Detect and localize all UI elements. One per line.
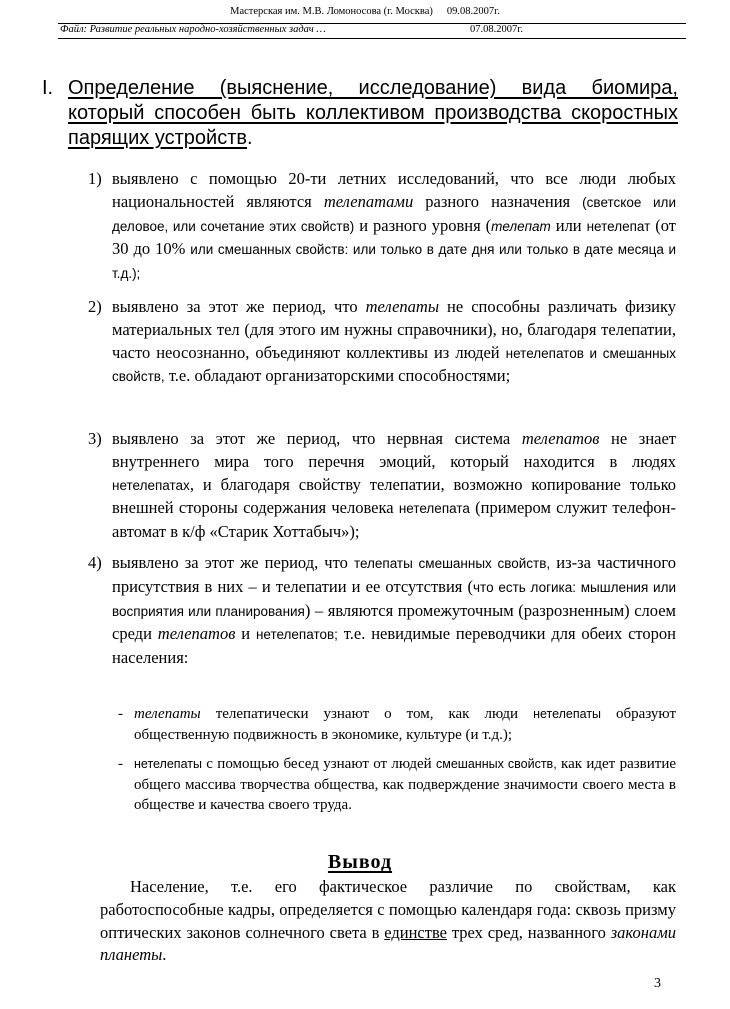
item-italic: телепаты [365,297,439,316]
page-number: 3 [654,976,661,991]
item-italic: телепат [491,218,551,234]
item-italic: телепатов [157,624,236,644]
item-small: нетелепат [586,218,651,234]
header-org: Мастерская им. М.В. Ломоносова (г. Москва) [230,6,433,17]
bullet-dash: - [118,706,123,722]
conclusion-text: Население, т.е. его фактическое различие по свойствам, как работоспособные кадры, определяется с помощью календаря года: сквозь призму оптических законов солнечного света в [100,877,676,942]
conclusion-title: Вывод [327,851,393,873]
header-line-1 [0,6,730,17]
item-small: (светское или деловое, или сочетание этих свойств) [112,194,676,234]
list-item-3 [88,428,676,544]
item-number: 4) [88,553,102,572]
item-small: нетелепата [398,501,470,517]
item-number: 2) [88,297,102,316]
item-italic: телепатов [521,429,600,448]
item-text: и разного уровня ( [354,215,492,235]
bullet-text: с помощью бесед узнают от людей [201,756,437,772]
item-text: не способны различать физику материальных тел (для этого им нужны справочники), но, благодаря телепатии, часто неосознанно, объединяют коллективы из людей [112,297,676,362]
bullet-small: нетелепаты [134,757,202,771]
item-number: 3) [88,429,102,448]
header-rule-2 [58,38,686,39]
section-title-end: . [247,127,253,149]
item-text: выявлено за этот же период, что [112,297,366,316]
header-file: Файл: Развитие реальных народно-хозяйственных задач … [60,24,326,35]
bullet-text: как идет развитие общего массива творчества общества, как подверждение значимости своего места в обществе и качества своего труда. [134,756,677,813]
header-date-1: 09.08.2007г. [446,6,500,17]
item-small: или смешанных свойств: или только в дате дня или только в дате месяца и т.д.); [112,242,677,282]
item-text: т.е. невидимые переводчики для обеих сторон населения: [112,624,676,668]
bullet-italic: телепаты [134,706,201,722]
bullet-item-1 [112,704,676,745]
item-text: разного назначения [413,191,583,211]
item-text: выявлено за этот же период, что нервная система [112,429,522,448]
list-item-1 [88,168,676,286]
header-date-2: 07.08.2007г. [470,24,523,35]
bullet-text: образуют общественную подвижность в экономике, культуре (и т.д.); [134,706,676,743]
section-number: I. [42,77,54,99]
item-text: т.е. обладают организаторскими способностями; [164,366,511,386]
list-item-4 [88,552,676,670]
bullet-small: нетелепаты [533,707,602,721]
section-title [42,76,678,151]
section-title-text: Определение (выяснение, исследование) вида биомира, который способен быть коллективом производства скоростных парящих устройств [68,77,678,149]
list-item-2 [88,296,676,389]
conclusion-underlined: единстве [384,922,447,942]
conclusion-paragraph [100,876,676,967]
bullet-item-2 [112,754,676,816]
item-italic: телепатами [323,191,414,211]
item-small: что есть логика: мышления или восприятия или планирования [112,579,676,619]
bullet-text: телепатически узнают о том, как люди [200,706,534,722]
conclusion-text: трех сред, названного [446,922,611,942]
item-text: , и благодаря свойству телепатии, возможно копирование только внешней стороны содержания человека [112,474,676,518]
conclusion-italic: законами планеты [100,922,676,965]
item-small: нетелепатов и смешанных свойств, [112,345,676,385]
item-text: выявлено за этот же период, что [112,553,354,572]
item-text: (от 30 до 10% [112,215,676,259]
item-text: (примером служит телефон-автомат в к/ф «Старик Хоттабыч»); [112,498,676,542]
item-number: 1) [88,169,102,188]
item-text: или [550,215,587,235]
item-small: телепаты смешанных свойств, [353,556,551,571]
item-text: и [235,624,256,644]
item-text: ) – являются промежуточным (разрозненным) слоем среди [112,600,676,644]
conclusion-text: . [162,945,167,965]
bullet-dash: - [118,756,123,772]
item-small: нетелепатах [112,477,190,493]
bullet-small: смешанных свойств, [436,757,557,771]
item-small: нетелепатов; [255,627,338,643]
item-text: из-за частичного присутствия в них – и телепатии и ее отсутствия ( [112,553,676,596]
item-text: выявлено с помощью 20-ти летних исследований, что все люди любых национальностей являются [112,169,676,211]
header-line-2 [60,24,680,35]
item-text: не знает внутреннего мира того перечня эмоций, который находится в людях [112,429,677,471]
